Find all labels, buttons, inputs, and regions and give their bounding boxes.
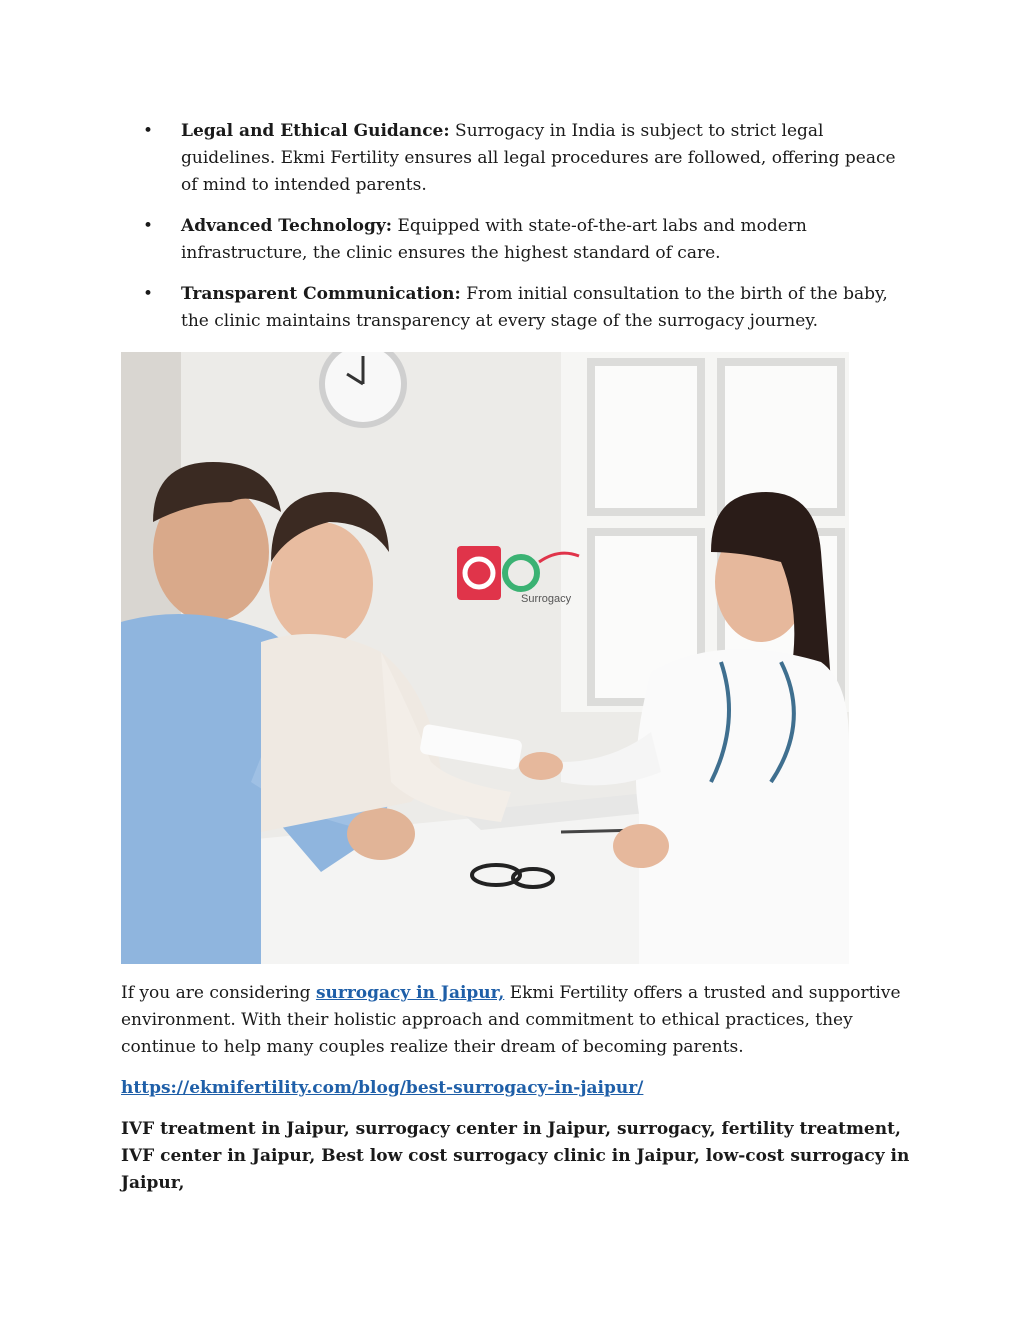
bullet-text: Surrogacy in India is subject to strict legal guidelines. Ekmi Fertility ensures all legal procedures are followed, offering peace of mind to intended parents. xyxy=(181,121,896,195)
feature-list xyxy=(121,118,911,349)
list-item xyxy=(121,213,911,267)
logo-text: Surrogacy xyxy=(521,593,572,605)
consultation-illustration xyxy=(121,352,849,964)
bullet-icon: • xyxy=(143,121,154,141)
keyword-tags: IVF treatment in Jaipur, surrogacy center in Jaipur, surrogacy, fertility treatment, IVF center in Jaipur, Best low cost surrogacy clinic in Jaipur, low-cost surrogacy in Jaipur, xyxy=(121,1119,910,1193)
closing-paragraph xyxy=(121,980,911,1061)
paragraph-rest: Ekmi Fertility offers a trusted and supportive environment. With their holistic approach and commitment to ethical practices, they continue to help many couples realize their dream of becoming parents. xyxy=(121,983,901,1057)
paragraph-intro: If you are considering xyxy=(121,983,316,1003)
bullet-text: From initial consultation to the birth of the baby, the clinic maintains transparency at every stage of the surrogacy journey. xyxy=(181,284,888,331)
consultation-photo xyxy=(121,352,849,964)
bullet-title: Legal and Ethical Guidance: xyxy=(181,121,450,141)
surrogacy-jaipur-link[interactable]: surrogacy in Jaipur, xyxy=(315,983,505,1003)
list-item xyxy=(121,118,911,199)
bullet-text: Equipped with state-of-the-art labs and modern infrastructure, the clinic ensures the highest standard of care. xyxy=(181,216,807,263)
bullet-icon: • xyxy=(143,216,154,236)
blog-url-link[interactable]: https://ekmifertility.com/blog/best-surrogacy-in-jaipur/ xyxy=(121,1078,644,1098)
url-line xyxy=(121,1075,643,1102)
bullet-icon: • xyxy=(143,284,154,304)
bullet-title: Transparent Communication: xyxy=(181,284,461,304)
list-item xyxy=(121,281,911,335)
bullet-title: Advanced Technology: xyxy=(181,216,393,236)
